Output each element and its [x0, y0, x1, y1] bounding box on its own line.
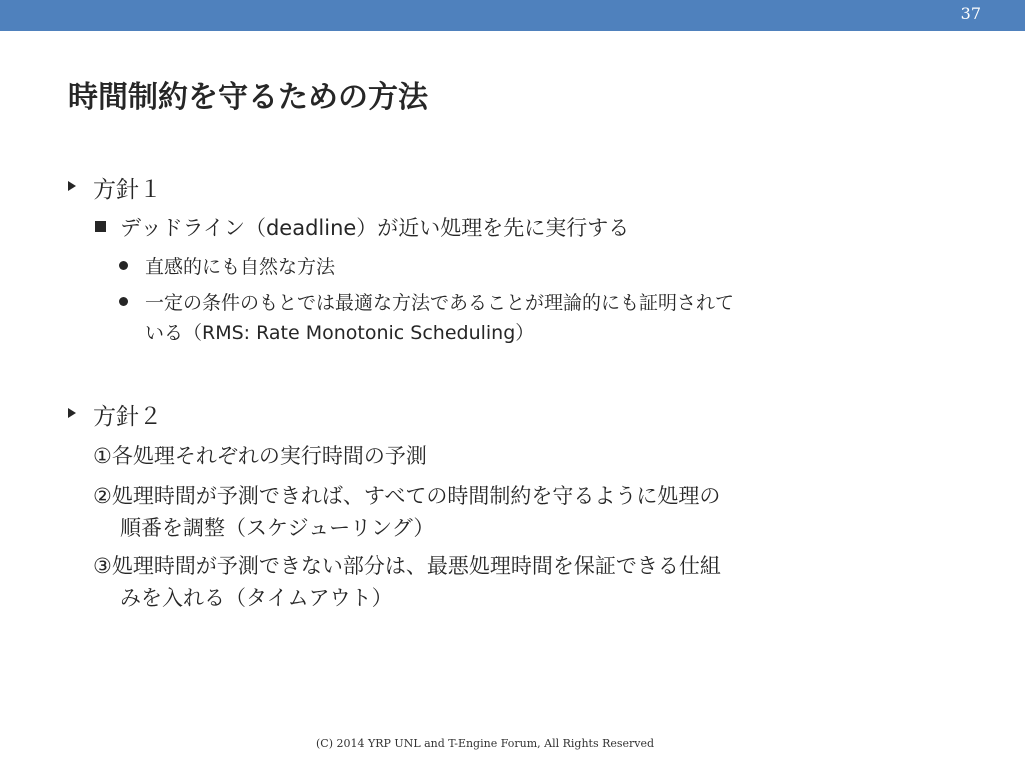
square-bullet-icon — [95, 221, 106, 232]
policy1-bullet-2-line-1: 一定の条件のもとでは最適な方法であることが理論的にも証明されて — [145, 292, 735, 314]
policy2-item-3-line-2: みを入れる（タイムアウト） — [120, 586, 393, 610]
policy2-item-3-line-1: ③処理時間が予測できない部分は、最悪処理時間を保証できる仕組 — [93, 554, 721, 578]
copyright-footer: (C) 2014 YRP UNL and T-Engine Forum, All Rights Reserved — [316, 737, 655, 750]
policy2-item-2-line-1: ②処理時間が予測できれば、すべての時間制約を守るように処理の — [93, 484, 721, 508]
page-number: 37 — [960, 4, 981, 23]
triangle-bullet-icon — [68, 181, 76, 191]
header-bar — [0, 0, 1025, 31]
dot-bullet-icon — [119, 261, 128, 270]
policy1-sub-point: デッドライン（deadline）が近い処理を先に実行する — [120, 216, 630, 240]
policy1-bullet-1: 直感的にも自然な方法 — [145, 256, 336, 278]
policy2-item-2-line-2: 順番を調整（スケジューリング） — [120, 516, 435, 540]
policy1-bullet-2-line-2: いる（RMS: Rate Monotonic Scheduling） — [145, 322, 535, 344]
triangle-bullet-icon — [68, 408, 76, 418]
slide-title: 時間制約を守るための方法 — [68, 80, 428, 115]
policy1-heading: 方針１ — [93, 177, 162, 203]
policy2-heading: 方針２ — [93, 404, 162, 430]
policy2-item-1: ①各処理それぞれの実行時間の予測 — [93, 444, 427, 468]
dot-bullet-icon — [119, 297, 128, 306]
